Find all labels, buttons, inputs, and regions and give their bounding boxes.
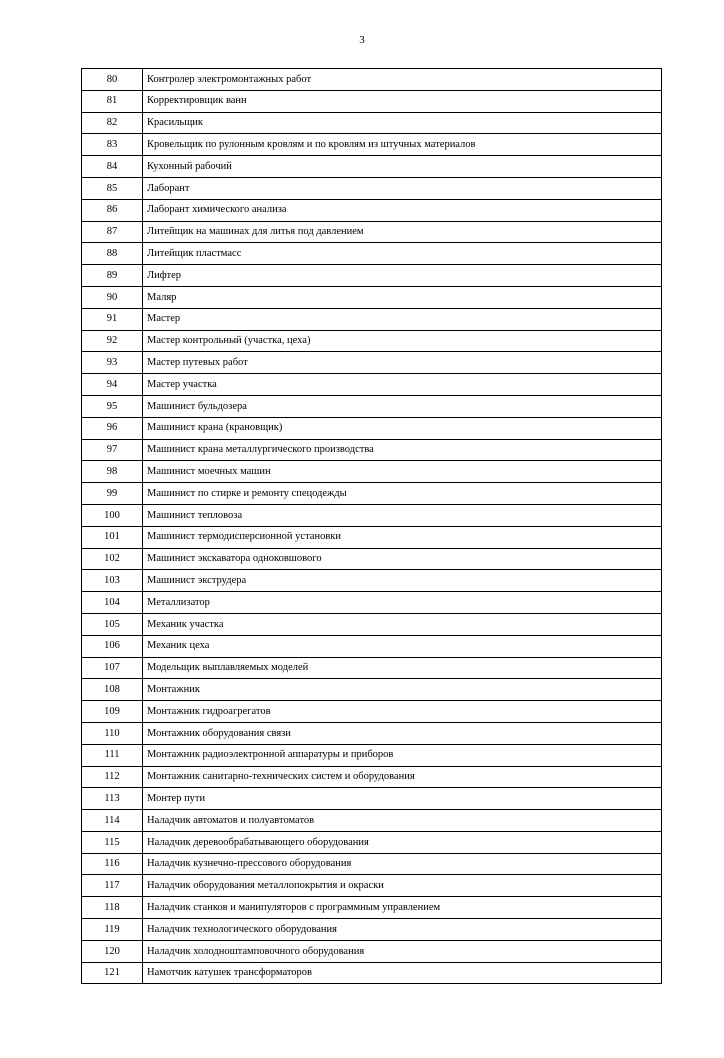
table-row [82,722,662,744]
table-row [82,243,662,265]
table-row [82,635,662,657]
table-cell-profession: Литейщик на машинах для литья под давлением [143,221,662,243]
table-row [82,897,662,919]
table-cell-number: 121 [82,962,143,984]
table-row [82,853,662,875]
table-row [82,679,662,701]
table-cell-profession: Корректировщик ванн [143,90,662,112]
table-cell-profession: Мастер [143,308,662,330]
table-row [82,177,662,199]
table-cell-profession: Наладчик оборудования металлопокрытия и окраски [143,875,662,897]
table-cell-number: 101 [82,526,143,548]
table-row [82,221,662,243]
table-cell-profession: Контролер электромонтажных работ [143,69,662,91]
table-row [82,504,662,526]
table-row [82,286,662,308]
table-row [82,592,662,614]
table-cell-profession: Литейщик пластмасс [143,243,662,265]
table-row [82,461,662,483]
table-cell-profession: Намотчик катушек трансформаторов [143,962,662,984]
table-cell-profession: Наладчик технологического оборудования [143,919,662,941]
table-cell-number: 83 [82,134,143,156]
table-row [82,417,662,439]
table-row [82,69,662,91]
table-cell-profession: Наладчик кузнечно-прессового оборудования [143,853,662,875]
table-row [82,613,662,635]
professions-table-container [81,68,643,984]
table-cell-number: 84 [82,156,143,178]
table-cell-number: 120 [82,940,143,962]
table-cell-number: 80 [82,69,143,91]
table-cell-number: 114 [82,810,143,832]
table-cell-profession: Машинист тепловоза [143,504,662,526]
table-cell-profession: Металлизатор [143,592,662,614]
table-cell-profession: Машинист моечных машин [143,461,662,483]
table-row [82,90,662,112]
table-cell-profession: Машинист по стирке и ремонту спецодежды [143,483,662,505]
table-cell-number: 105 [82,613,143,635]
table-cell-number: 109 [82,701,143,723]
table-cell-profession: Модельщик выплавляемых моделей [143,657,662,679]
table-row [82,199,662,221]
table-cell-number: 117 [82,875,143,897]
table-row [82,962,662,984]
table-row [82,744,662,766]
table-cell-number: 97 [82,439,143,461]
table-cell-profession: Мастер путевых работ [143,352,662,374]
table-cell-number: 86 [82,199,143,221]
table-row [82,875,662,897]
table-cell-profession: Механик участка [143,613,662,635]
table-cell-profession: Наладчик автоматов и полуавтоматов [143,810,662,832]
table-cell-profession: Механик цеха [143,635,662,657]
table-cell-number: 82 [82,112,143,134]
table-row [82,831,662,853]
table-cell-number: 90 [82,286,143,308]
table-cell-profession: Наладчик станков и манипуляторов с программным управлением [143,897,662,919]
table-cell-number: 112 [82,766,143,788]
table-row [82,439,662,461]
table-cell-profession: Кровельщик по рулонным кровлям и по кровлям из штучных материалов [143,134,662,156]
table-cell-profession: Монтажник санитарно-технических систем и оборудования [143,766,662,788]
table-row [82,788,662,810]
table-cell-number: 93 [82,352,143,374]
table-row [82,374,662,396]
table-row [82,548,662,570]
table-cell-profession: Монтер пути [143,788,662,810]
table-cell-number: 103 [82,570,143,592]
document-page [0,34,724,1058]
table-cell-number: 118 [82,897,143,919]
table-cell-number: 87 [82,221,143,243]
table-cell-number: 116 [82,853,143,875]
table-cell-number: 104 [82,592,143,614]
table-cell-profession: Машинист экструдера [143,570,662,592]
table-cell-profession: Машинист бульдозера [143,395,662,417]
table-cell-number: 119 [82,919,143,941]
table-row [82,483,662,505]
page-number: 3 [359,34,365,46]
table-cell-number: 100 [82,504,143,526]
table-cell-profession: Машинист крана металлургического производства [143,439,662,461]
table-row [82,701,662,723]
table-row [82,265,662,287]
table-cell-profession: Маляр [143,286,662,308]
professions-table [81,68,662,984]
table-row [82,766,662,788]
table-cell-number: 92 [82,330,143,352]
table-row [82,810,662,832]
table-cell-profession: Лифтер [143,265,662,287]
table-row [82,156,662,178]
table-row [82,526,662,548]
table-cell-number: 115 [82,831,143,853]
table-cell-profession: Кухонный рабочий [143,156,662,178]
table-row [82,330,662,352]
table-cell-number: 108 [82,679,143,701]
table-cell-number: 98 [82,461,143,483]
table-cell-profession: Лаборант [143,177,662,199]
table-row [82,134,662,156]
table-cell-profession: Монтажник гидроагрегатов [143,701,662,723]
table-cell-number: 111 [82,744,143,766]
table-cell-number: 85 [82,177,143,199]
table-cell-number: 102 [82,548,143,570]
table-cell-number: 107 [82,657,143,679]
table-cell-profession: Монтажник радиоэлектронной аппаратуры и приборов [143,744,662,766]
table-cell-number: 113 [82,788,143,810]
table-cell-number: 110 [82,722,143,744]
professions-table-body [82,69,662,984]
table-row [82,308,662,330]
table-cell-number: 89 [82,265,143,287]
table-cell-number: 94 [82,374,143,396]
table-cell-number: 81 [82,90,143,112]
table-cell-profession: Мастер участка [143,374,662,396]
table-cell-number: 91 [82,308,143,330]
table-cell-profession: Лаборант химического анализа [143,199,662,221]
table-cell-profession: Наладчик холодноштамповочного оборудования [143,940,662,962]
table-cell-profession: Монтажник [143,679,662,701]
table-row [82,395,662,417]
table-cell-number: 88 [82,243,143,265]
table-row [82,570,662,592]
table-cell-number: 106 [82,635,143,657]
table-cell-profession: Машинист крана (крановщик) [143,417,662,439]
table-cell-profession: Мастер контрольный (участка, цеха) [143,330,662,352]
table-cell-number: 96 [82,417,143,439]
table-cell-number: 95 [82,395,143,417]
table-row [82,657,662,679]
table-cell-profession: Машинист термодисперсионной установки [143,526,662,548]
table-cell-profession: Монтажник оборудования связи [143,722,662,744]
table-cell-profession: Наладчик деревообрабатывающего оборудования [143,831,662,853]
table-row [82,940,662,962]
table-cell-profession: Машинист экскаватора одноковшового [143,548,662,570]
table-row [82,919,662,941]
table-cell-number: 99 [82,483,143,505]
table-row [82,112,662,134]
table-row [82,352,662,374]
table-cell-profession: Красильщик [143,112,662,134]
